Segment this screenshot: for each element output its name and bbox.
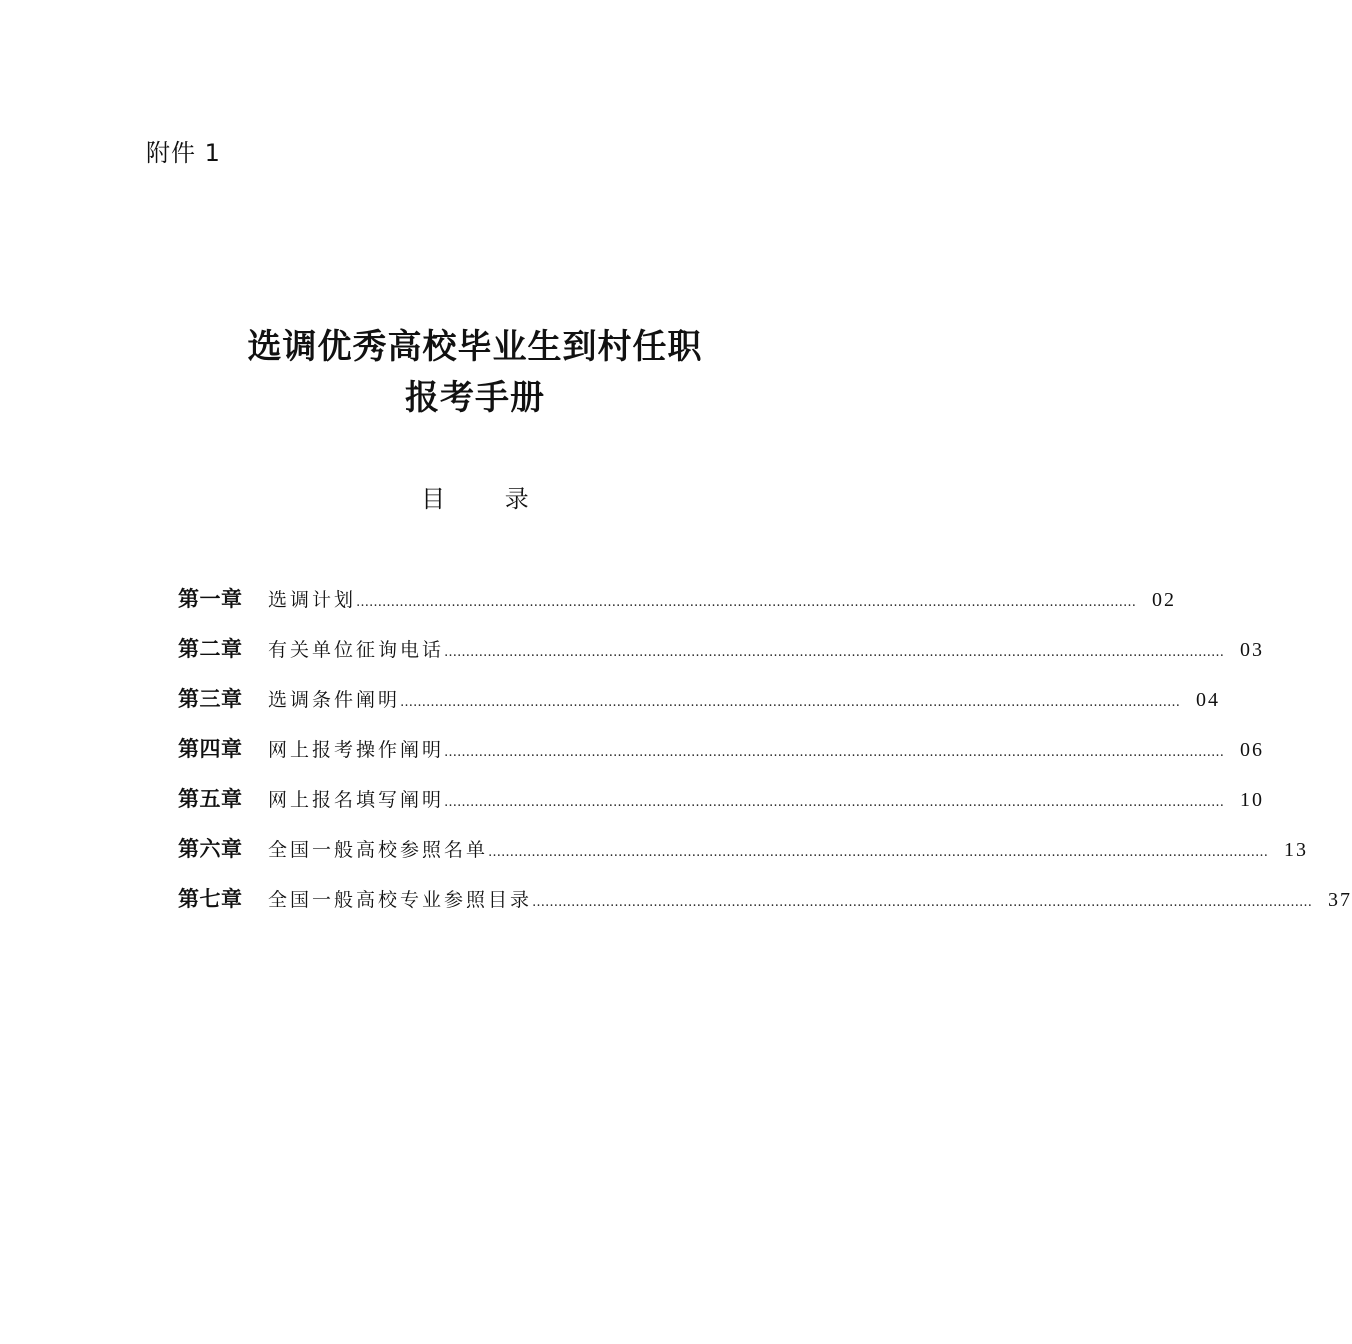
toc-chapter: 第三章 xyxy=(178,687,243,711)
toc-chapter: 第四章 xyxy=(178,737,243,761)
toc-leader-dots: ……………………………………………………………………………………………………………………………………………………………… xyxy=(444,645,1225,660)
toc-entry-2[interactable] xyxy=(178,631,1265,681)
toc-chapter: 第七章 xyxy=(178,887,243,911)
toc-title: 全国一般高校专业参照目录 xyxy=(268,889,533,911)
toc-title: 网上报考操作阐明 xyxy=(268,739,445,761)
toc-chapter: 第六章 xyxy=(178,837,243,861)
toc-page-number: 13 xyxy=(1284,839,1309,861)
toc-title: 选调计划 xyxy=(268,589,357,611)
toc-page-number: 10 xyxy=(1240,789,1265,811)
toc-page-number: 02 xyxy=(1152,589,1177,611)
toc-leader-dots: ……………………………………………………………………………………………………………………………………………………………… xyxy=(488,845,1269,860)
toc-leader-dots: ……………………………………………………………………………………………………………………………………………………………… xyxy=(532,895,1313,910)
toc-page-number: 03 xyxy=(1240,639,1265,661)
toc-title: 选调条件阐明 xyxy=(268,689,401,711)
toc-page-number: 06 xyxy=(1240,739,1265,761)
toc-entry-6[interactable] xyxy=(178,831,1309,881)
toc-leader-dots: ……………………………………………………………………………………………………………………………………………………………… xyxy=(444,745,1225,760)
toc-entry-7[interactable] xyxy=(178,881,1352,931)
table-of-contents xyxy=(178,581,1352,931)
toc-chapter: 第五章 xyxy=(178,787,243,811)
toc-page-number: 04 xyxy=(1196,689,1221,711)
toc-entry-4[interactable] xyxy=(178,731,1265,781)
document-title-line2: 报考手册 xyxy=(405,378,545,418)
toc-entry-1[interactable] xyxy=(178,581,1177,631)
toc-leader-dots: ……………………………………………………………………………………………………………………………………………………………… xyxy=(356,595,1137,610)
toc-entry-5[interactable] xyxy=(178,781,1265,831)
toc-page-number: 37 xyxy=(1328,889,1352,911)
document-title-line1: 选调优秀高校毕业生到村任职 xyxy=(247,327,703,367)
toc-chapter: 第一章 xyxy=(178,587,243,611)
toc-title: 网上报名填写阐明 xyxy=(268,789,445,811)
toc-entry-3[interactable] xyxy=(178,681,1221,731)
attachment-label: 附件 1 xyxy=(146,139,221,167)
toc-title: 有关单位征询电话 xyxy=(268,639,445,661)
toc-chapter: 第二章 xyxy=(178,637,243,661)
toc-title: 全国一般高校参照名单 xyxy=(268,839,489,861)
toc-heading: 目 录 xyxy=(421,485,555,513)
toc-leader-dots: ……………………………………………………………………………………………………………………………………………………………… xyxy=(400,695,1181,710)
toc-leader-dots: ……………………………………………………………………………………………………………………………………………………………… xyxy=(444,795,1225,810)
